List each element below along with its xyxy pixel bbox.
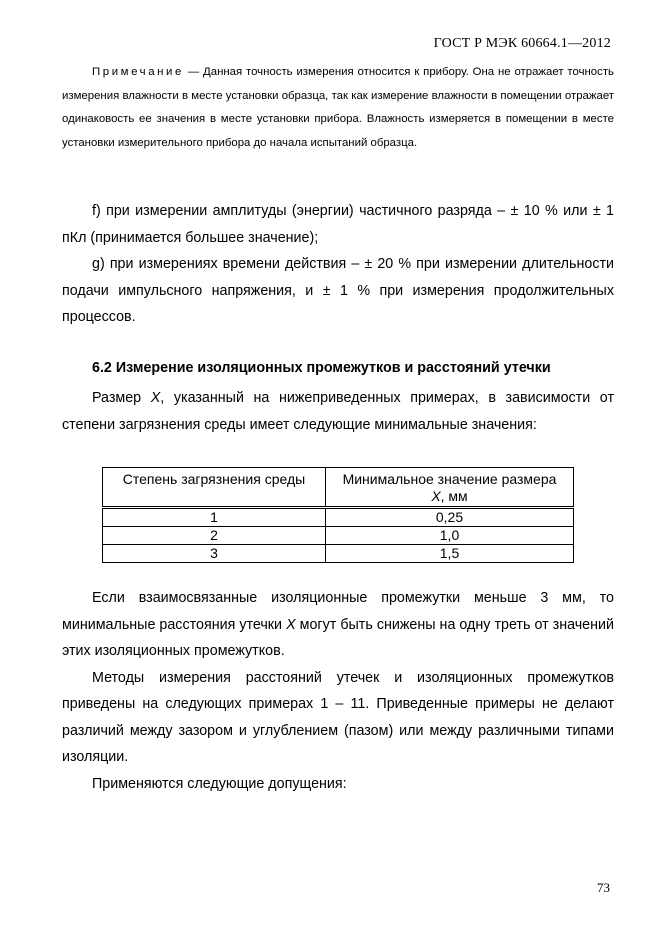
table-header-variable: X	[431, 488, 441, 504]
clearance-paragraph	[62, 585, 614, 665]
clearance-variable: X	[286, 616, 296, 633]
intro-paragraph-block	[62, 385, 614, 438]
table-header-value-text: Минимальное значение размера	[342, 471, 557, 487]
item-g: g) при измерениях времени действия – ± 20 % при измерении длительности подачи импульсного напряжения, и ± 1 % при измерения продолжительных процессов.	[62, 256, 614, 325]
intro-text-end: , указанный на нижеприведенных примерах, в зависимости от степени загрязнения среды имеет следующие минимальные значения:	[62, 390, 614, 433]
methods-paragraph: Методы измерения расстояний утечек и изоляционных промежутков приведены на следующих примерах 1 – 11. Приведенные примеры не делают различий между зазором и углублением (пазом) или между различными типами изоляции.	[62, 669, 614, 765]
table-cell-value: 1,0	[326, 527, 574, 545]
section-title: 6.2 Измерение изоляционных промежутков и расстояний утечки	[92, 360, 551, 376]
pollution-table	[102, 467, 574, 563]
standard-header: ГОСТ Р МЭК 60664.1—2012	[433, 36, 611, 51]
table-cell-degree: 2	[103, 527, 326, 545]
table-header-row	[103, 468, 574, 508]
table-header-degree: Степень загрязнения среды	[103, 468, 326, 508]
table-cell-value: 1,5	[326, 545, 574, 563]
clearance-text-start: Если взаимосвязанные изоляционные промежутки меньше 3 мм, то минимальные расстояния утечки	[62, 590, 614, 633]
table-header-value	[326, 468, 574, 508]
list-items	[62, 198, 614, 331]
note-label: Примечание	[92, 66, 184, 78]
body-paragraphs	[62, 585, 614, 797]
intro-text-start: Размер	[92, 390, 151, 406]
assumptions-paragraph: Применяются следующие допущения:	[92, 775, 347, 792]
note-text: — Данная точность измерения относится к прибору. Она не отражает точность измерения влажности в месте установки образца, так как измерение влажности в помещении отражает одинаковость ее значения в месте установки прибора. Влажность измеряется в помещении в месте установки измерительного прибора до начала испытаний образца.	[62, 66, 614, 149]
clearance-text-end: могут быть снижены на одну треть от значений этих изоляционных промежутков.	[62, 616, 615, 659]
table-row	[103, 545, 574, 563]
page-number: 73	[597, 880, 610, 895]
table-cell-degree: 1	[103, 508, 326, 527]
note-block	[62, 61, 614, 155]
item-f: f) при измерении амплитуды (энергии) частичного разряда – ± 10 % или ± 1 пКл (принимается большее значение);	[62, 203, 614, 246]
table-cell-value: 0,25	[326, 508, 574, 527]
intro-variable: X	[150, 390, 161, 406]
table-cell-degree: 3	[103, 545, 326, 563]
table-row	[103, 508, 574, 527]
note-paragraph	[62, 61, 614, 155]
table-header-unit: , мм	[440, 488, 468, 504]
table-row	[103, 527, 574, 545]
intro-paragraph	[62, 385, 614, 438]
